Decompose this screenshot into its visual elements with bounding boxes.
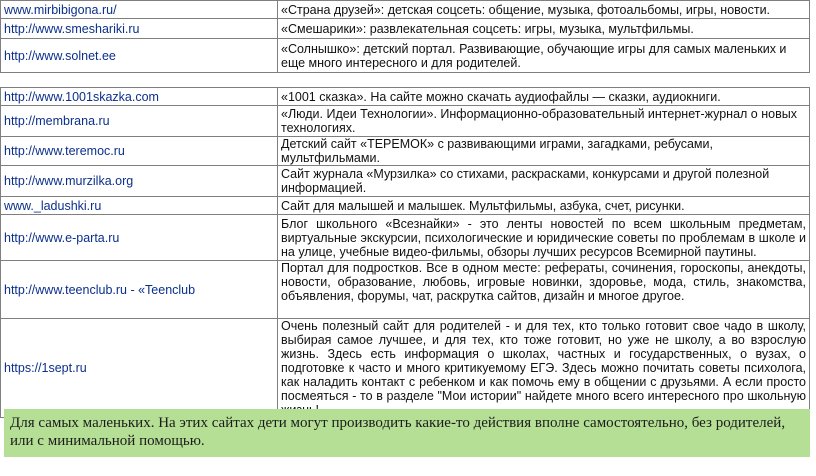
- site-url[interactable]: http://www.murzilka.org: [1, 166, 278, 197]
- site-description: Блог школьного «Всезнайки» - это ленты новостей по всем школьным предметам, виртуальные экскурсии, психологические и юридические советы по проблемам в школе и на улице, учебные видео-фильмы, обзоры лучших ресурсов Всемирной паутины.: [278, 215, 810, 261]
- site-url[interactable]: http://www.teenclub.ru - «Teenclub: [1, 261, 278, 319]
- site-description: «1001 сказка». На сайте можно скачать аудиофайлы — сказки, аудиокниги.: [278, 88, 810, 106]
- table-row: [1, 319, 810, 418]
- site-url[interactable]: www.mirbibigona.ru/: [1, 1, 278, 19]
- table-row: [1, 19, 810, 39]
- site-url[interactable]: http://www.solnet.ee: [1, 39, 278, 73]
- footer-note: Для самых маленьких. На этих сайтах дети могут производить какие-то действия вполне самостоятельно, без родителей, или с минимальной помощью.: [4, 409, 810, 457]
- site-url[interactable]: www._ladushki.ru: [1, 197, 278, 215]
- table-row: [1, 261, 810, 319]
- site-url[interactable]: https://1sept.ru: [1, 319, 278, 418]
- site-description: Сайт для малышей и малышек. Мультфильмы, азбука, счет, рисунки.: [278, 197, 810, 215]
- table-row: [1, 106, 810, 137]
- site-url[interactable]: http://www.e-parta.ru: [1, 215, 278, 261]
- table-row: [1, 215, 810, 261]
- table-spacer: [1, 73, 810, 88]
- table-row: [1, 137, 810, 166]
- table-row: [1, 197, 810, 215]
- site-url[interactable]: http://www.teremoc.ru: [1, 137, 278, 166]
- table-row: [1, 166, 810, 197]
- table-row: [1, 88, 810, 106]
- site-url[interactable]: http://membrana.ru: [1, 106, 278, 137]
- site-description: «Люди. Идеи Технологии». Информационно-образовательный интернет-журнал о новых технологиях.: [278, 106, 810, 137]
- site-description: Очень полезный сайт для родителей - и для тех, кто только готовит свое чадо в школу, выбирая самое лучшее, и для тех, кто тоже готовит, но уже не школу, а во взрослую жизнь. Здесь есть информация о школах, частных и государственных, о вузах, о подготовке к часто и много критикуемому ЕГЭ. Здесь можно почитать советы психолога, как наладить контакт с ребенком и как помочь ему в общении с друзьями. А если просто посмеяться - то в разделе "Мои истории" найдете много всего интересного про школьную: [278, 319, 810, 418]
- site-description: Сайт журнала «Мурзилка» со стихами, раскрасками, конкурсами и другой полезной информацией.: [278, 166, 810, 197]
- site-description: «Смешарики»: развлекательная соцсеть: игры, музыка, мультфильмы.: [278, 19, 810, 39]
- site-url[interactable]: http://www.1001skazka.com: [1, 88, 278, 106]
- site-url[interactable]: http://www.smeshariki.ru: [1, 19, 278, 39]
- table-row: [1, 39, 810, 73]
- site-description: Портал для подростков. Все в одном месте: рефераты, сочинения, гороскопы, анекдоты, новости, образование, любовь, игровые новинки, здоровье, мода, стиль, знакомства, объявления, форумы, чат, раскрутка сайтов, дизайн и многое другое.: [278, 261, 810, 319]
- site-description: «Солнышко»: детский портал. Развивающие, обучающие игры для самых маленьких и еще много интересного и для родителей.: [278, 39, 810, 73]
- site-description: «Страна друзей»: детская соцсеть: общение, музыка, фотоальбомы, игры, новости.: [278, 1, 810, 19]
- table-row: [1, 1, 810, 19]
- site-description: Детский сайт «ТЕРЕМОК» с развивающими играми, загадками, ребусами, мультфильмами.: [278, 137, 810, 166]
